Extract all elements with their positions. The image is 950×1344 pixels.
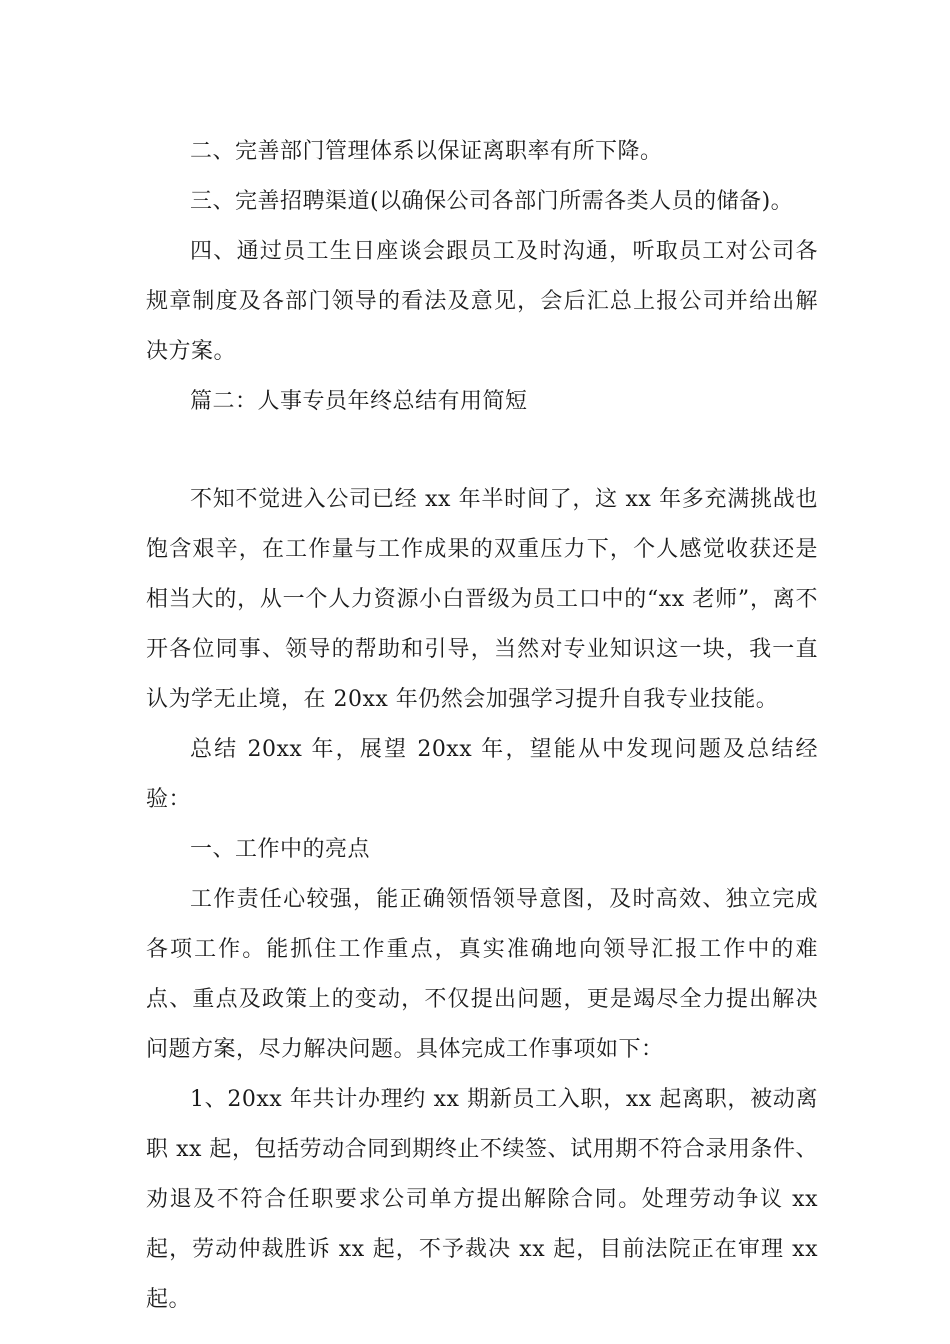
paragraph-responsibility: 工作责任心较强，能正确领悟领导意图，及时高效、独立完成各项工作。能抓住工作重点，真实准确地向领导汇报工作中的难点、重点及政策上的变动，不仅提出问题，更是竭尽全力提出解决问题方案，尽力解决问题。具体完成工作事项如下： <box>146 887 818 1062</box>
paragraph-birthday-meeting: 四、通过员工生日座谈会跟员工及时沟通，听取员工对公司各规章制度及各部门领导的看法及意见，会后汇总上报公司并给出解决方案。 <box>146 239 818 364</box>
section-heading-highlights: 一、工作中的亮点 <box>190 837 371 862</box>
paragraph-improve-recruitment: 三、完善招聘渠道(以确保公司各部门所需各类人员的储备)。 <box>190 189 794 214</box>
paragraph-item-one: 1、20xx 年共计办理约 xx 期新员工入职，xx 起离职，被动离职 xx 起，包括劳动合同到期终止不续签、试用期不符合录用条件、劝退及不符合任职要求公司单方提出解除合同。处理劳动争议 xx 起，劳动仲裁胜诉 xx 起，不予裁决 xx 起，目前法院正在审理 xx 起。 <box>146 1087 818 1312</box>
document-body <box>146 127 818 1325</box>
blank-line <box>146 427 818 475</box>
paragraph-intro: 不知不觉进入公司已经 xx 年半时间了，这 xx 年多充满挑战也饱含艰辛，在工作量与工作成果的双重压力下，个人感觉收获还是相当大的，从一个人力资源小白晋级为员工口中的“xx 老师”，离不开各位同事、领导的帮助和引导，当然对专业知识这一块，我一直认为学无止境，在 20xx 年仍然会加强学习提升自我专业技能。 <box>146 487 818 712</box>
paragraph-improve-management: 二、完善部门管理体系以保证离职率有所下降。 <box>190 139 663 164</box>
section-heading-part-two: 篇二：人事专员年终总结有用简短 <box>190 389 528 414</box>
paragraph-summary: 总结 20xx 年，展望 20xx 年，望能从中发现问题及总结经验： <box>146 737 818 812</box>
